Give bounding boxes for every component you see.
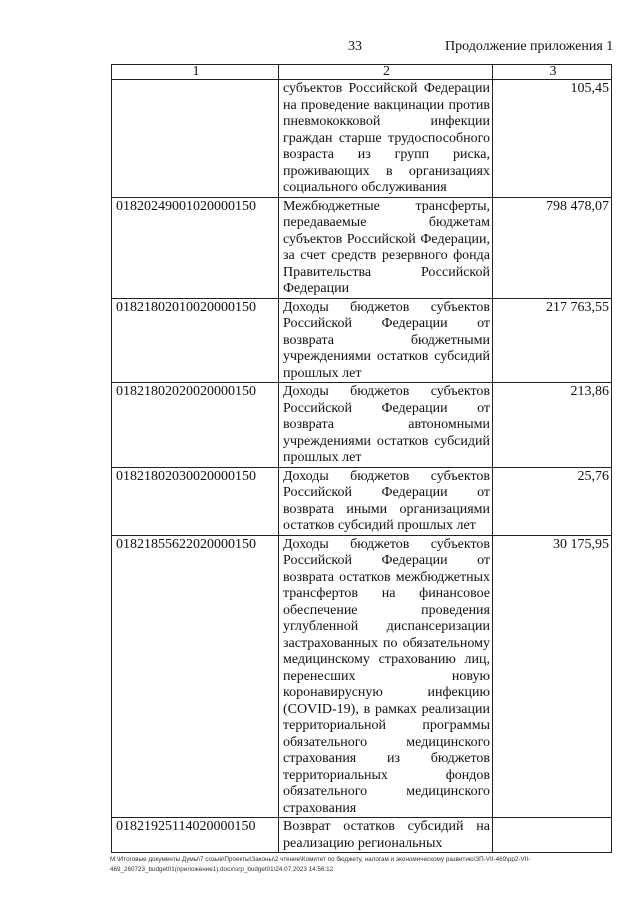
row-code: 01820249001020000150 — [112, 197, 279, 298]
row-code: 01821855622020000150 — [112, 535, 279, 818]
column-header-3: 3 — [493, 65, 612, 80]
row-code: 01821802020020000150 — [112, 383, 279, 468]
table-row — [112, 467, 612, 535]
table-row — [112, 383, 612, 468]
row-amount: 798 478,07 — [493, 197, 612, 298]
table-row — [112, 535, 612, 818]
row-amount: 25,76 — [493, 467, 612, 535]
row-code — [112, 80, 279, 198]
row-description: Возврат остатков субсидий на реализацию региональных — [279, 818, 493, 853]
row-code: 01821802030020000150 — [112, 467, 279, 535]
table-row — [112, 818, 612, 853]
row-amount: 217 763,55 — [493, 298, 612, 383]
footer-file-path: М:\Итоговые документы Думы\7 созыв\Проекты\Законы\2 чтение\Комитет по бюджету, налогам и экономическому развитию\ЗП-VII-469\рр2-VII-469_260723_budget01(приложение1).docx\srp_budget01\24.07.2023 14:56:12 — [110, 856, 531, 873]
row-description: Доходы бюджетов субъектов Российской Федерации от возврата бюджетными учреждениями остатков субсидий прошлых лет — [279, 298, 493, 383]
row-amount: 213,86 — [493, 383, 612, 468]
row-description: Доходы бюджетов субъектов Российской Федерации от возврата автономными учреждениями остатков субсидий прошлых лет — [279, 383, 493, 468]
row-amount: 30 175,95 — [493, 535, 612, 818]
budget-table — [111, 64, 612, 853]
table-row — [112, 80, 612, 198]
column-header-2: 2 — [279, 65, 493, 80]
continuation-label: Продолжение приложения 1 — [445, 39, 614, 54]
row-description: субъектов Российской Федерации на проведение вакцинации против пневмококковой инфекции граждан старше трудоспособного возраста из групп риска, проживающих в организациях социального обслуживания — [279, 80, 493, 198]
row-amount — [493, 818, 612, 853]
row-description: Межбюджетные трансферты, передаваемые бюджетам субъектов Российской Федерации, за счет средств резервного фонда Правительства Российской Федерации — [279, 197, 493, 298]
table-row — [112, 298, 612, 383]
table-row — [112, 197, 612, 298]
page-number: 33 — [348, 39, 362, 54]
row-code: 01821925114020000150 — [112, 818, 279, 853]
table-header-row — [112, 65, 612, 80]
row-code: 01821802010020000150 — [112, 298, 279, 383]
row-description: Доходы бюджетов субъектов Российской Федерации от возврата остатков межбюджетных трансфертов на финансовое обеспечение проведения углубленной диспансеризации застрахованных по обязательному медицинскому страхованию лиц, перенесших новую коронавирусную инфекцию (COVID-19), в рамках реализации территориальной программы обязательного медицинского страхования из бюджетов территориальных фондов обязательного медицинского страхования — [279, 535, 493, 818]
row-amount: 105,45 — [493, 80, 612, 198]
column-header-1: 1 — [112, 65, 279, 80]
row-description: Доходы бюджетов субъектов Российской Федерации от возврата иными организациями остатков субсидий прошлых лет — [279, 467, 493, 535]
